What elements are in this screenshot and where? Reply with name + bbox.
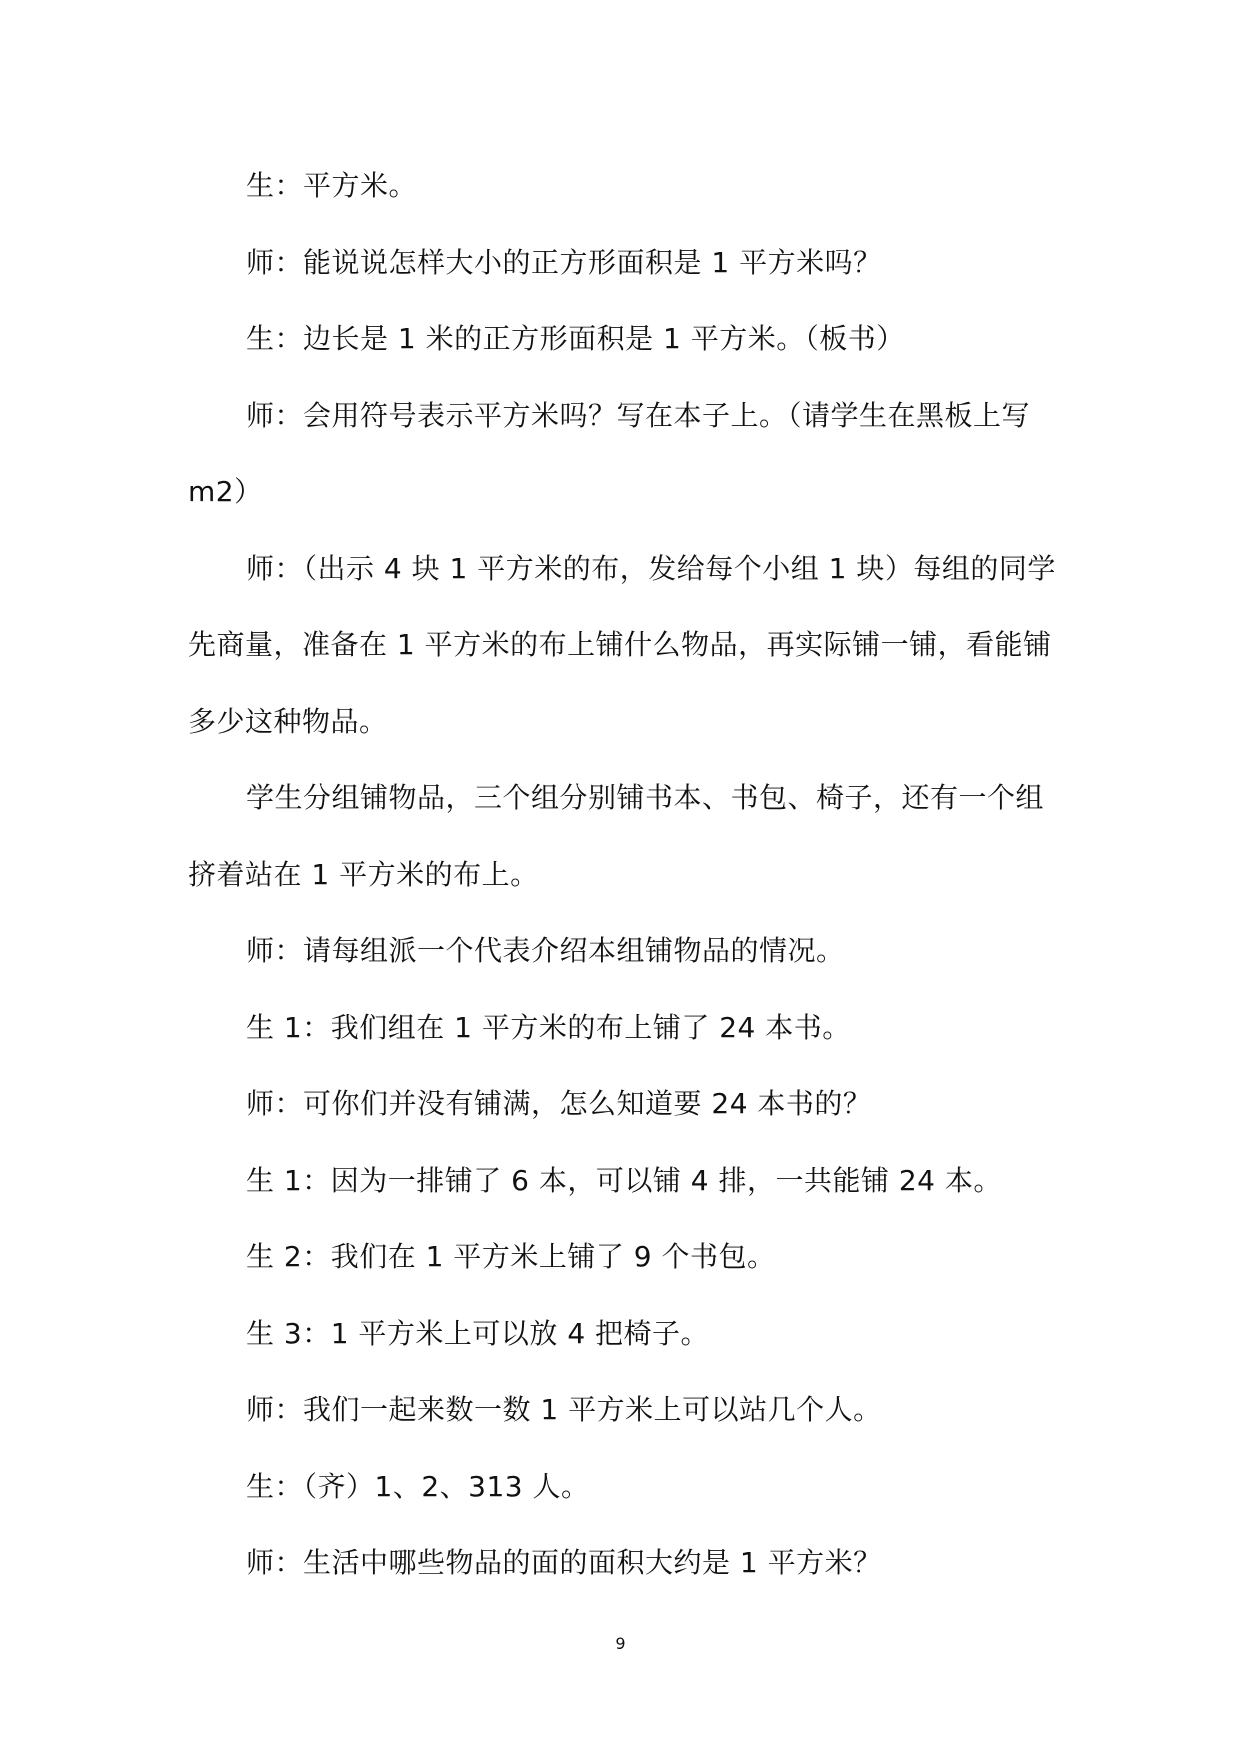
paragraph-4: 师：会用符号表示平方米吗？写在本子上。（请学生在黑板上写 m2） [188,398,1031,508]
paragraph-6: 学生分组铺物品，三个组分别铺书本、书包、椅子，还有一个组挤着站在 1 平方米的布上。 [188,781,1045,891]
paragraph-15: 师：生活中哪些物品的面的面积大约是 1 平方米？ [246,1546,882,1579]
paragraph-11: 生 2：我们在 1 平方米上铺了 9 个书包。 [246,1240,776,1273]
document-body [188,148,1066,1602]
paragraph-9: 师：可你们并没有铺满，怎么知道要 24 本书的？ [246,1087,872,1120]
paragraph-7: 师：请每组派一个代表介绍本组铺物品的情况。 [246,934,845,967]
paragraph-10: 生 1：因为一排铺了 6 本，可以铺 4 排，一共能铺 24 本。 [246,1163,1002,1197]
paragraph-3: 生：边长是 1 米的正方形面积是 1 平方米。（板书） [246,322,905,355]
page-number: 9 [615,1634,626,1653]
paragraph-1: 生：平方米。 [246,169,418,202]
paragraph-13: 师：我们一起来数一数 1 平方米上可以站几个人。 [246,1393,882,1426]
paragraph-2: 师：能说说怎样大小的正方形面积是 1 平方米吗？ [246,245,882,279]
paragraph-12: 生 3：1 平方米上可以放 4 把椅子。 [246,1316,710,1350]
paragraph-8: 生 1：我们组在 1 平方米的布上铺了 24 本书。 [246,1010,851,1044]
paragraph-14: 生：（齐）1、2、313 人。 [246,1469,590,1503]
paragraph-5: 师：（出示 4 块 1 平方米的布，发给每个小组 1 块）每组的同学先商量，准备在 1 平方米的布上铺什么物品，再实际铺一铺，看能铺多少这种物品。 [188,551,1056,738]
